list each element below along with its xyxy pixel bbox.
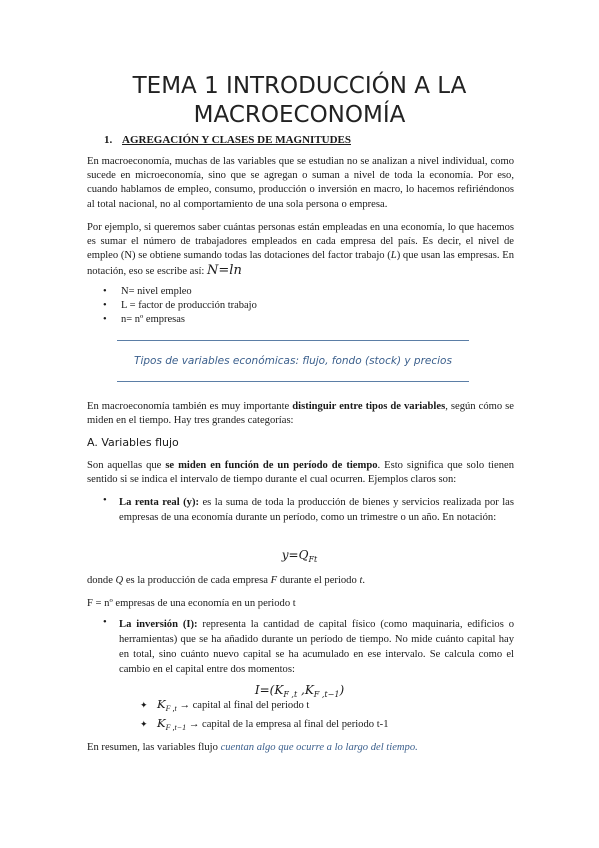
item-inversion: [119, 617, 514, 677]
section-label: AGREGACIÓN Y CLASES DE MAGNITUDES: [122, 134, 351, 146]
callout-box: Tipos de variables económicas: flujo, fondo (stock) y precios: [117, 340, 469, 382]
capital-def-t-1: [157, 716, 389, 732]
paragraph-intro: En macroeconomía, muchas de las variables que se estudian no se analizan a nivel individual, como sucede en microeconomía, sino que se agregan o suman a nivel de toda la economía. Por eso, cuando hablamos de empleo, consumo, producción o inversión en macro, lo hacemos refiriéndonos al total nacional, no al comportamiento de una sola persona o empresa.: [87, 156, 514, 210]
item-inversion-text: representa la cantidad de capital físico (como maquinaria, edificios o herramientas) que se ha añadido durante un período de tiempo. No mide cuánto capital hay en total, sino cuánto nuevo capital se ha acumulado en ese intervalo. Se calcula como el cambio en el capital entre dos momentos:: [119, 619, 514, 675]
donde-part2: es la producción de cada empresa: [123, 575, 271, 586]
formula-renta-sub: Ft: [308, 555, 318, 564]
formula-inv-a: I=(K: [254, 683, 284, 697]
item-renta-real: [119, 495, 514, 525]
employment-formula: N=ln: [207, 262, 242, 278]
paragraph-types-part1: En macroeconomía también es muy importante: [87, 401, 293, 412]
list-item: • L = factor de producción trabajo: [87, 299, 257, 313]
capital-desc: → capital de la empresa al final del periodo t-1: [186, 719, 389, 730]
paragraph-types: [87, 400, 514, 428]
paragraph-flow-part2: . Esto significa que solo tienen sentido si se indica el intervalo de tiempo durante el cual ocurren. Ejemplos claros son:: [87, 460, 515, 486]
donde-part4: .: [362, 575, 366, 586]
var-L: L: [390, 250, 397, 262]
capital-def-t: [157, 697, 309, 713]
item-inversion-title: La inversión (I):: [119, 619, 198, 630]
paragraph-summary: [87, 741, 514, 755]
list-item: • N= nivel empleo: [87, 285, 257, 299]
var-Q: Q: [115, 575, 124, 586]
paragraph-F-def: F = nº empresas de una economía en un periodo t: [87, 598, 296, 609]
donde-part3: durante el periodo: [277, 575, 360, 586]
capital-sub: F ,t−1: [165, 723, 187, 732]
formula-renta: [0, 548, 599, 564]
paragraph-types-bold: distinguir entre tipos de variables: [292, 401, 446, 412]
paragraph-flow-part1: Son aquellas que: [87, 460, 166, 471]
donde-part1: donde: [87, 575, 116, 586]
diamond-bullet-icon: ✦: [140, 700, 148, 710]
paragraph-donde: [87, 574, 514, 588]
paragraph-flow-bold: se miden en función de un período de tiempo: [165, 460, 378, 471]
item-renta-real-title: La renta real (y):: [119, 497, 200, 508]
page-title: [0, 72, 599, 130]
formula-inv-sub2: F ,t−1: [313, 690, 340, 699]
capital-var: K: [157, 697, 166, 711]
paragraph-types-part2: , según cómo se miden en el tiempo. Hay tres grandes categorías:: [87, 401, 514, 427]
section-heading: [104, 134, 351, 146]
paragraph-example: [87, 221, 514, 279]
paragraph-example-part1: Por ejemplo, si queremos saber cuántas personas están empleadas en una economía, lo que hacemos es sumar el número de trabajadores empleados en cada empresa del país. Es decir, el nivel de empleo (N) se obtiene sumando todas las dotaciones del factor trabajo (: [87, 222, 514, 262]
title-line-1: TEMA 1 INTRODUCCIÓN A LA: [132, 73, 467, 99]
capital-var: K: [157, 716, 166, 730]
bullet-icon: •: [103, 617, 107, 628]
subheading-flow: A. Variables flujo: [87, 436, 179, 449]
formula-inv-b: ,K: [297, 683, 314, 697]
summary-italic: cuentan algo que ocurre a lo largo del tiempo.: [220, 742, 418, 753]
bullet-icon: •: [103, 495, 107, 506]
paragraph-example-part2: ) que usan las empresas. En notación, eso se escribe así:: [87, 250, 514, 277]
list-item: • n= nº empresas: [87, 313, 257, 327]
formula-renta-lhs: y=Q: [281, 548, 309, 562]
formula-inv-sub1: F ,t: [283, 690, 298, 699]
diamond-bullet-icon: ✦: [140, 719, 148, 729]
var-F: F: [270, 575, 278, 586]
section-number: 1.: [104, 134, 113, 146]
summary-part1: En resumen, las variables flujo: [87, 742, 221, 753]
title-line-2: MACROECONOMÍA: [193, 102, 406, 128]
item-renta-real-text: es la suma de toda la producción de bienes y servicios realizada por las empresas de una economía durante un período, como un trimestre o un año. En notación:: [119, 497, 514, 523]
var-t: t: [359, 575, 363, 586]
capital-sub: F ,t: [165, 704, 177, 713]
capital-desc: → capital al final del periodo t: [176, 700, 310, 711]
paragraph-flow-def: [87, 459, 514, 487]
formula-inv-c: ): [339, 683, 345, 697]
bullet-list: [87, 285, 257, 327]
